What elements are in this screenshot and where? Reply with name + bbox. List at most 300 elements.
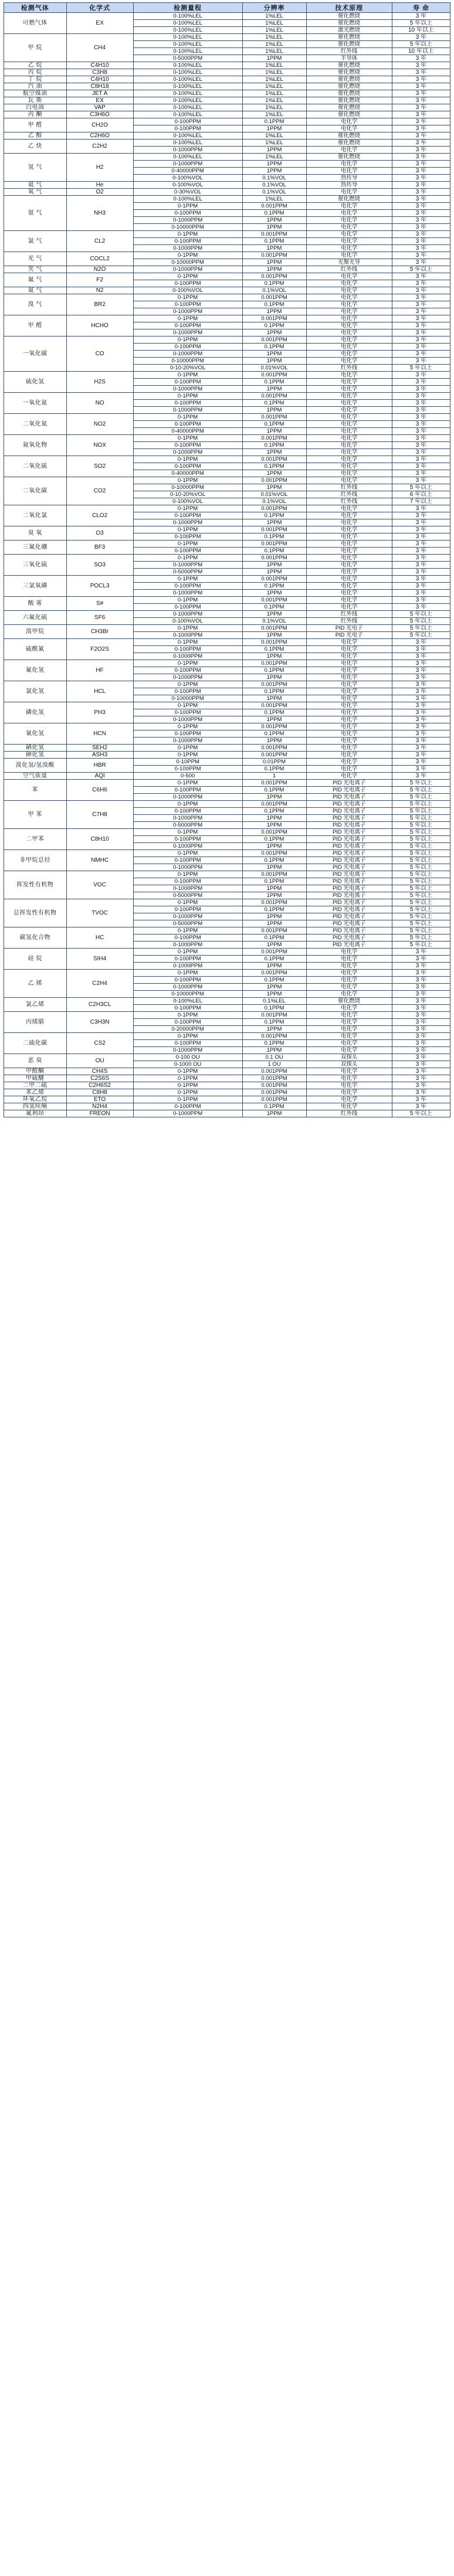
technology-cell: 电化学	[306, 477, 392, 484]
range-cell: 0-1PPM	[133, 435, 242, 442]
resolution-cell: 0.001PPM	[242, 745, 306, 752]
table-row	[4, 104, 450, 111]
table-row	[4, 702, 450, 709]
technology-cell: PID 光电离子	[306, 871, 392, 878]
lifetime-cell: 3 年	[392, 569, 450, 576]
gas-formula-cell: CO2	[66, 477, 133, 505]
table-header-row	[4, 3, 450, 13]
lifetime-cell: 3 年	[392, 576, 450, 583]
resolution-cell: 0.001PPM	[242, 315, 306, 322]
table-row	[4, 13, 450, 20]
lifetime-cell: 3 年	[392, 1005, 450, 1012]
lifetime-cell: 5 年以上	[392, 927, 450, 934]
lifetime-cell: 3 年	[392, 548, 450, 555]
lifetime-cell: 3 年	[392, 69, 450, 76]
lifetime-cell: 5 年以上	[392, 899, 450, 906]
resolution-cell: 1PPM	[242, 245, 306, 252]
table-row	[4, 611, 450, 618]
technology-cell: 电化学	[306, 688, 392, 695]
lifetime-cell: 3 年	[392, 224, 450, 231]
range-cell: 0-5000PPM	[133, 55, 242, 62]
technology-cell: 催化燃烧	[306, 104, 392, 111]
table-row	[4, 1075, 450, 1082]
gas-formula-cell: TVOC	[66, 899, 133, 927]
range-cell: 0-1PPM	[133, 871, 242, 878]
technology-cell: 红外线	[306, 618, 392, 625]
range-cell: 0-100%LEL	[133, 76, 242, 83]
gas-formula-cell: NO2	[66, 414, 133, 435]
table-body	[4, 13, 450, 1117]
lifetime-cell: 3 年	[392, 175, 450, 182]
gas-formula-cell: C3H8	[66, 69, 133, 76]
resolution-cell: 0.001PPM	[242, 252, 306, 259]
gas-formula-cell: He	[66, 182, 133, 189]
table-row	[4, 871, 450, 878]
gas-name-cell: 磷化氢	[4, 702, 67, 723]
lifetime-cell: 3 年	[392, 421, 450, 428]
resolution-cell: 1%LEL	[242, 34, 306, 41]
lifetime-cell: 5 年以上	[392, 632, 450, 639]
technology-cell: 电化学	[306, 351, 392, 358]
gas-formula-cell: ASH3	[66, 752, 133, 759]
range-cell: 0-1PPM	[133, 456, 242, 463]
range-cell: 0-100PPM	[133, 906, 242, 913]
range-cell: 0-100PPM	[133, 956, 242, 963]
lifetime-cell: 3 年	[392, 738, 450, 745]
resolution-cell: 0.01%VOL	[242, 491, 306, 498]
lifetime-cell: 3 年	[392, 956, 450, 963]
table-row	[4, 154, 450, 161]
resolution-cell: 0.001PPM	[242, 541, 306, 548]
technology-cell: 电化学	[306, 1047, 392, 1054]
gas-name-cell: 甲 醛	[4, 118, 67, 132]
table-row	[4, 576, 450, 583]
gas-name-cell: 白电油	[4, 104, 67, 111]
gas-formula-cell: POCL3	[66, 576, 133, 597]
gas-formula-cell: CH2O	[66, 118, 133, 132]
range-cell: 0-5000PPM	[133, 920, 242, 927]
technology-cell: PID 光电离子	[306, 934, 392, 942]
resolution-cell: 0.1PPM	[242, 512, 306, 519]
resolution-cell: 1PPM	[242, 351, 306, 358]
range-cell: 0-1000PPM	[133, 611, 242, 618]
resolution-cell: 1PPM	[242, 55, 306, 62]
gas-name-cell: 硫酰氟	[4, 639, 67, 660]
technology-cell: 电化学	[306, 421, 392, 428]
technology-cell: 电化学	[306, 949, 392, 956]
lifetime-cell: 3 年	[392, 991, 450, 998]
range-cell: 0-100PPM	[133, 1103, 242, 1110]
technology-cell: PID 光电离子	[306, 906, 392, 913]
table-row	[4, 414, 450, 421]
lifetime-cell: 3 年	[392, 590, 450, 597]
gas-formula-cell: OU	[66, 1054, 133, 1068]
resolution-cell: 1PPM	[242, 428, 306, 435]
resolution-cell: 1PPM	[242, 1047, 306, 1054]
resolution-cell: 0.001PPM	[242, 752, 306, 759]
technology-cell: 电化学	[306, 681, 392, 688]
technology-cell: PID 光电离子	[306, 857, 392, 864]
range-cell: 0-1PPM	[133, 752, 242, 759]
technology-cell: 电化学	[306, 759, 392, 766]
technology-cell: 热传导	[306, 175, 392, 182]
technology-cell: 电化学	[306, 1040, 392, 1047]
lifetime-cell: 3 年	[392, 526, 450, 533]
technology-cell: 电化学	[306, 168, 392, 175]
technology-cell: 电化学	[306, 379, 392, 386]
range-cell: 0-100PPM	[133, 709, 242, 716]
technology-cell: 电化学	[306, 435, 392, 442]
lifetime-cell: 3 年	[392, 322, 450, 329]
lifetime-cell: 3 年	[392, 344, 450, 351]
technology-cell: 电化学	[306, 723, 392, 730]
lifetime-cell: 3 年	[392, 97, 450, 104]
table-row	[4, 780, 450, 787]
lifetime-cell: 7 年以上	[392, 498, 450, 505]
resolution-cell: 0.001PPM	[242, 625, 306, 632]
lifetime-cell: 5 年以上	[392, 20, 450, 27]
gas-name-cell: 甲醛酮	[4, 1068, 67, 1075]
table-row	[4, 1103, 450, 1110]
range-cell: 0-100PPM	[133, 533, 242, 541]
resolution-cell: 0.1PPM	[242, 238, 306, 245]
range-cell: 0-100 OU	[133, 1054, 242, 1061]
gas-name-cell: 汽 油	[4, 83, 67, 90]
range-cell: 0-1PPM	[133, 231, 242, 238]
technology-cell: 催化燃烧	[306, 69, 392, 76]
technology-cell: 电化学	[306, 956, 392, 963]
gas-sensor-spec-page	[0, 0, 454, 1123]
resolution-cell: 0.1PPM	[242, 280, 306, 287]
range-cell: 0-1000PPM	[133, 519, 242, 526]
resolution-cell: 0.1PPM	[242, 730, 306, 738]
technology-cell: 电化学	[306, 1096, 392, 1103]
lifetime-cell: 5 年以上	[392, 780, 450, 787]
technology-cell: 电化学	[306, 393, 392, 400]
range-cell: 0-100PPM	[133, 548, 242, 555]
technology-cell: PID 光电离子	[306, 899, 392, 906]
range-cell: 0-40000PPM	[133, 428, 242, 435]
lifetime-cell: 3 年	[392, 428, 450, 435]
technology-cell: 红外线	[306, 266, 392, 273]
lifetime-cell: 3 年	[392, 111, 450, 118]
technology-cell: 催化燃烧	[306, 90, 392, 97]
gas-formula-cell: FREON	[66, 1110, 133, 1117]
range-cell: 0-1PPM	[133, 597, 242, 604]
gas-formula-cell: NOX	[66, 435, 133, 456]
gas-name-cell: 二氧化硫	[4, 456, 67, 477]
resolution-cell: 0.001PPM	[242, 660, 306, 667]
table-row	[4, 83, 450, 90]
lifetime-cell: 3 年	[392, 55, 450, 62]
technology-cell: 电化学	[306, 337, 392, 344]
technology-cell: 电化学	[306, 224, 392, 231]
lifetime-cell: 3 年	[392, 716, 450, 723]
resolution-cell: 0.001PPM	[242, 203, 306, 210]
lifetime-cell: 3 年	[392, 470, 450, 477]
lifetime-cell: 3 年	[392, 147, 450, 154]
range-cell: 0-1PPM	[133, 899, 242, 906]
technology-cell: 电化学	[306, 125, 392, 132]
lifetime-cell: 5 年以上	[392, 850, 450, 857]
range-cell: 0-1000PPM	[133, 716, 242, 723]
range-cell: 0-100PPM	[133, 934, 242, 942]
lifetime-cell: 3 年	[392, 294, 450, 301]
table-row	[4, 456, 450, 463]
lifetime-cell: 3 年	[392, 1089, 450, 1096]
resolution-cell: 0.001PPM	[242, 576, 306, 583]
technology-cell: 电化学	[306, 674, 392, 681]
technology-cell: 红外线	[306, 611, 392, 618]
technology-cell: 电化学	[306, 231, 392, 238]
resolution-cell: 0.01PPM	[242, 759, 306, 766]
range-cell: 0-1PPM	[133, 252, 242, 259]
resolution-cell: 1PPM	[242, 885, 306, 892]
gas-name-cell: 三氧化硫	[4, 555, 67, 576]
lifetime-cell: 3 年	[392, 203, 450, 210]
resolution-cell: 0.1PPM	[242, 766, 306, 773]
table-row	[4, 998, 450, 1005]
resolution-cell: 0.1%VOL	[242, 189, 306, 196]
lifetime-cell: 5 年以上	[392, 920, 450, 927]
technology-cell: PID 光电离子	[306, 829, 392, 836]
resolution-cell: 1PPM	[242, 161, 306, 168]
resolution-cell: 0.001PPM	[242, 231, 306, 238]
technology-cell: 电化学	[306, 1019, 392, 1026]
table-row	[4, 69, 450, 76]
gas-formula-cell: C2H3CL	[66, 998, 133, 1012]
technology-cell: 电化学	[306, 716, 392, 723]
range-cell: 0-100PPM	[133, 878, 242, 885]
range-cell: 0-1PPM	[133, 337, 242, 344]
gas-name-cell: 甲硫醚	[4, 1075, 67, 1082]
table-row	[4, 1089, 450, 1096]
lifetime-cell: 3 年	[392, 681, 450, 688]
gas-formula-cell: F2	[66, 273, 133, 287]
resolution-cell: 0.1%LEL	[242, 998, 306, 1005]
technology-cell: 电化学	[306, 646, 392, 653]
gas-name-cell: 三氯氧磷	[4, 576, 67, 597]
resolution-cell: 1PPM	[242, 1026, 306, 1033]
gas-name-cell: 氧 气	[4, 189, 67, 196]
technology-cell: 红外线	[306, 1110, 392, 1117]
resolution-cell: 0.1PPM	[242, 463, 306, 470]
technology-cell: 电化学	[306, 358, 392, 365]
range-cell: 0-1000PPM	[133, 653, 242, 660]
table-row	[4, 526, 450, 533]
gas-formula-cell: C2H2	[66, 140, 133, 154]
resolution-cell: 1PPM	[242, 308, 306, 315]
table-row	[4, 541, 450, 548]
gas-name-cell: 丁 烷	[4, 76, 67, 83]
lifetime-cell: 3 年	[392, 604, 450, 611]
gas-name-cell: 硒化氢	[4, 745, 67, 752]
technology-cell: 电化学	[306, 1005, 392, 1012]
resolution-cell: 1PPM	[242, 920, 306, 927]
gas-name-cell: 酸 雾	[4, 597, 67, 611]
lifetime-cell: 3 年	[392, 519, 450, 526]
resolution-cell: 1%LEL	[242, 196, 306, 203]
range-cell: 0-100PPM	[133, 125, 242, 132]
lifetime-cell: 3 年	[392, 154, 450, 161]
resolution-cell: 1PPM	[242, 822, 306, 829]
technology-cell: PID 光电子	[306, 625, 392, 632]
header-resolution: 分辨率	[242, 3, 306, 13]
lifetime-cell: 3 年	[392, 1019, 450, 1026]
technology-cell: PID 光电离子	[306, 927, 392, 934]
range-cell: 0-1PPM	[133, 477, 242, 484]
technology-cell: 电化学	[306, 991, 392, 998]
gas-formula-cell: CS2	[66, 1033, 133, 1054]
lifetime-cell: 3 年	[392, 393, 450, 400]
technology-cell: 电化学	[306, 590, 392, 597]
gas-formula-cell: S#	[66, 597, 133, 611]
resolution-cell: 1PPM	[242, 963, 306, 970]
lifetime-cell: 5 年以上	[392, 942, 450, 949]
technology-cell: 电化学	[306, 604, 392, 611]
technology-cell: 电化学	[306, 252, 392, 259]
gas-name-cell: 二氧化氯	[4, 505, 67, 526]
resolution-cell: 1PPM	[242, 484, 306, 491]
resolution-cell: 1%LEL	[242, 27, 306, 34]
gas-formula-cell: HC	[66, 927, 133, 949]
resolution-cell: 1PPM	[242, 738, 306, 745]
lifetime-cell: 3 年	[392, 653, 450, 660]
resolution-cell: 1PPM	[242, 942, 306, 949]
lifetime-cell: 3 年	[392, 301, 450, 308]
resolution-cell: 0.1PPM	[242, 421, 306, 428]
lifetime-cell: 3 年	[392, 688, 450, 695]
table-row	[4, 801, 450, 808]
range-cell: 0-100PPM	[133, 512, 242, 519]
lifetime-cell: 3 年	[392, 667, 450, 674]
resolution-cell: 1%LEL	[242, 69, 306, 76]
lifetime-cell: 3 年	[392, 555, 450, 562]
technology-cell: 电化学	[306, 189, 392, 196]
resolution-cell: 0.1 OU	[242, 1054, 306, 1061]
resolution-cell: 0.1PPM	[242, 210, 306, 217]
gas-name-cell: 二甲二硫	[4, 1082, 67, 1089]
technology-cell: PID 光电离子	[306, 864, 392, 871]
technology-cell: 电化学	[306, 238, 392, 245]
gas-formula-cell: C2H6S2	[66, 1082, 133, 1089]
lifetime-cell: 3 年	[392, 1082, 450, 1089]
lifetime-cell: 3 年	[392, 76, 450, 83]
resolution-cell: 0.1PPM	[242, 1103, 306, 1110]
range-cell: 0-100PPM	[133, 1005, 242, 1012]
lifetime-cell: 3 年	[392, 1103, 450, 1110]
gas-formula-cell: HCN	[66, 723, 133, 745]
lifetime-cell: 5 年以上	[392, 484, 450, 491]
lifetime-cell: 5 年以上	[392, 794, 450, 801]
lifetime-cell: 3 年	[392, 463, 450, 470]
lifetime-cell: 5 年以上	[392, 864, 450, 871]
resolution-cell: 0.001PPM	[242, 702, 306, 709]
range-cell: 0-1000PPM	[133, 864, 242, 871]
resolution-cell: 0.1PPM	[242, 808, 306, 815]
technology-cell: 催化燃烧	[306, 13, 392, 20]
lifetime-cell: 3 年	[392, 505, 450, 512]
gas-name-cell: 硫化氢	[4, 372, 67, 393]
technology-cell: PID 光电离子	[306, 794, 392, 801]
technology-cell: 电化学	[306, 400, 392, 407]
resolution-cell: 1PPM	[242, 386, 306, 393]
gas-name-cell: 二氧化碳	[4, 477, 67, 505]
resolution-cell: 1PPM	[242, 632, 306, 639]
lifetime-cell: 3 年	[392, 217, 450, 224]
range-cell: 0-1PPM	[133, 393, 242, 400]
technology-cell: 催化燃烧	[306, 111, 392, 118]
technology-cell: 电化学	[306, 526, 392, 533]
lifetime-cell: 3 年	[392, 702, 450, 709]
technology-cell: 电化学	[306, 1089, 392, 1096]
lifetime-cell: 3 年	[392, 104, 450, 111]
table-row	[4, 1033, 450, 1040]
lifetime-cell: 3 年	[392, 695, 450, 702]
technology-cell: PID 光电离子	[306, 878, 392, 885]
gas-name-cell: 溴 气	[4, 294, 67, 315]
lifetime-cell: 3 年	[392, 1040, 450, 1047]
range-cell: 0-100PPM	[133, 280, 242, 287]
lifetime-cell: 3 年	[392, 308, 450, 315]
technology-cell: PID 光电离子	[306, 822, 392, 829]
technology-cell: 电化学	[306, 576, 392, 583]
gas-name-cell: 氟利昂	[4, 1110, 67, 1117]
lifetime-cell: 3 年	[392, 1068, 450, 1075]
lifetime-cell: 5 年以上	[392, 871, 450, 878]
resolution-cell: 1%LEL	[242, 20, 306, 27]
lifetime-cell: 3 年	[392, 442, 450, 449]
technology-cell: 电化学	[306, 407, 392, 414]
range-cell: 0-10000PPM	[133, 484, 242, 491]
technology-cell: 电化学	[306, 766, 392, 773]
lifetime-cell: 3 年	[392, 660, 450, 667]
range-cell: 0-1000PPM	[133, 386, 242, 393]
range-cell: 0-100PPM	[133, 730, 242, 738]
range-cell: 0-1PPM	[133, 970, 242, 977]
range-cell: 0-20000PPM	[133, 1026, 242, 1033]
technology-cell: 催化燃烧	[306, 196, 392, 203]
resolution-cell: 0.1PPM	[242, 956, 306, 963]
lifetime-cell: 5 年以上	[392, 857, 450, 864]
gas-name-cell: 甲 苯	[4, 801, 67, 829]
resolution-cell: 0.1PPM	[242, 878, 306, 885]
range-cell: 0-100%LEL	[133, 34, 242, 41]
lifetime-cell: 3 年	[392, 1075, 450, 1082]
gas-name-cell: 四氢呋喃	[4, 1103, 67, 1110]
gas-formula-cell: C2H6O	[66, 132, 133, 140]
technology-cell: 电化学	[306, 308, 392, 315]
gas-name-cell: 硅 烷	[4, 949, 67, 970]
range-cell: 0-100PPM	[133, 1040, 242, 1047]
range-cell: 0-1000PPM	[133, 738, 242, 745]
range-cell: 0-100%LEL	[133, 90, 242, 97]
range-cell: 0-100%LEL	[133, 196, 242, 203]
gas-formula-cell: NO	[66, 393, 133, 414]
gas-name-cell: 空气质量	[4, 773, 67, 780]
resolution-cell: 0.1PPM	[242, 688, 306, 695]
technology-cell: 红外线	[306, 498, 392, 505]
gas-name-cell: 氟 气	[4, 273, 67, 287]
range-cell: 0-100%LEL	[133, 83, 242, 90]
table-row	[4, 927, 450, 934]
technology-cell: 光聚光导	[306, 259, 392, 266]
lifetime-cell: 3 年	[392, 949, 450, 956]
range-cell: 0-100%LEL	[133, 104, 242, 111]
lifetime-cell: 5 年以上	[392, 934, 450, 942]
technology-cell: PID 光电离子	[306, 808, 392, 815]
gas-formula-cell: BR2	[66, 294, 133, 315]
